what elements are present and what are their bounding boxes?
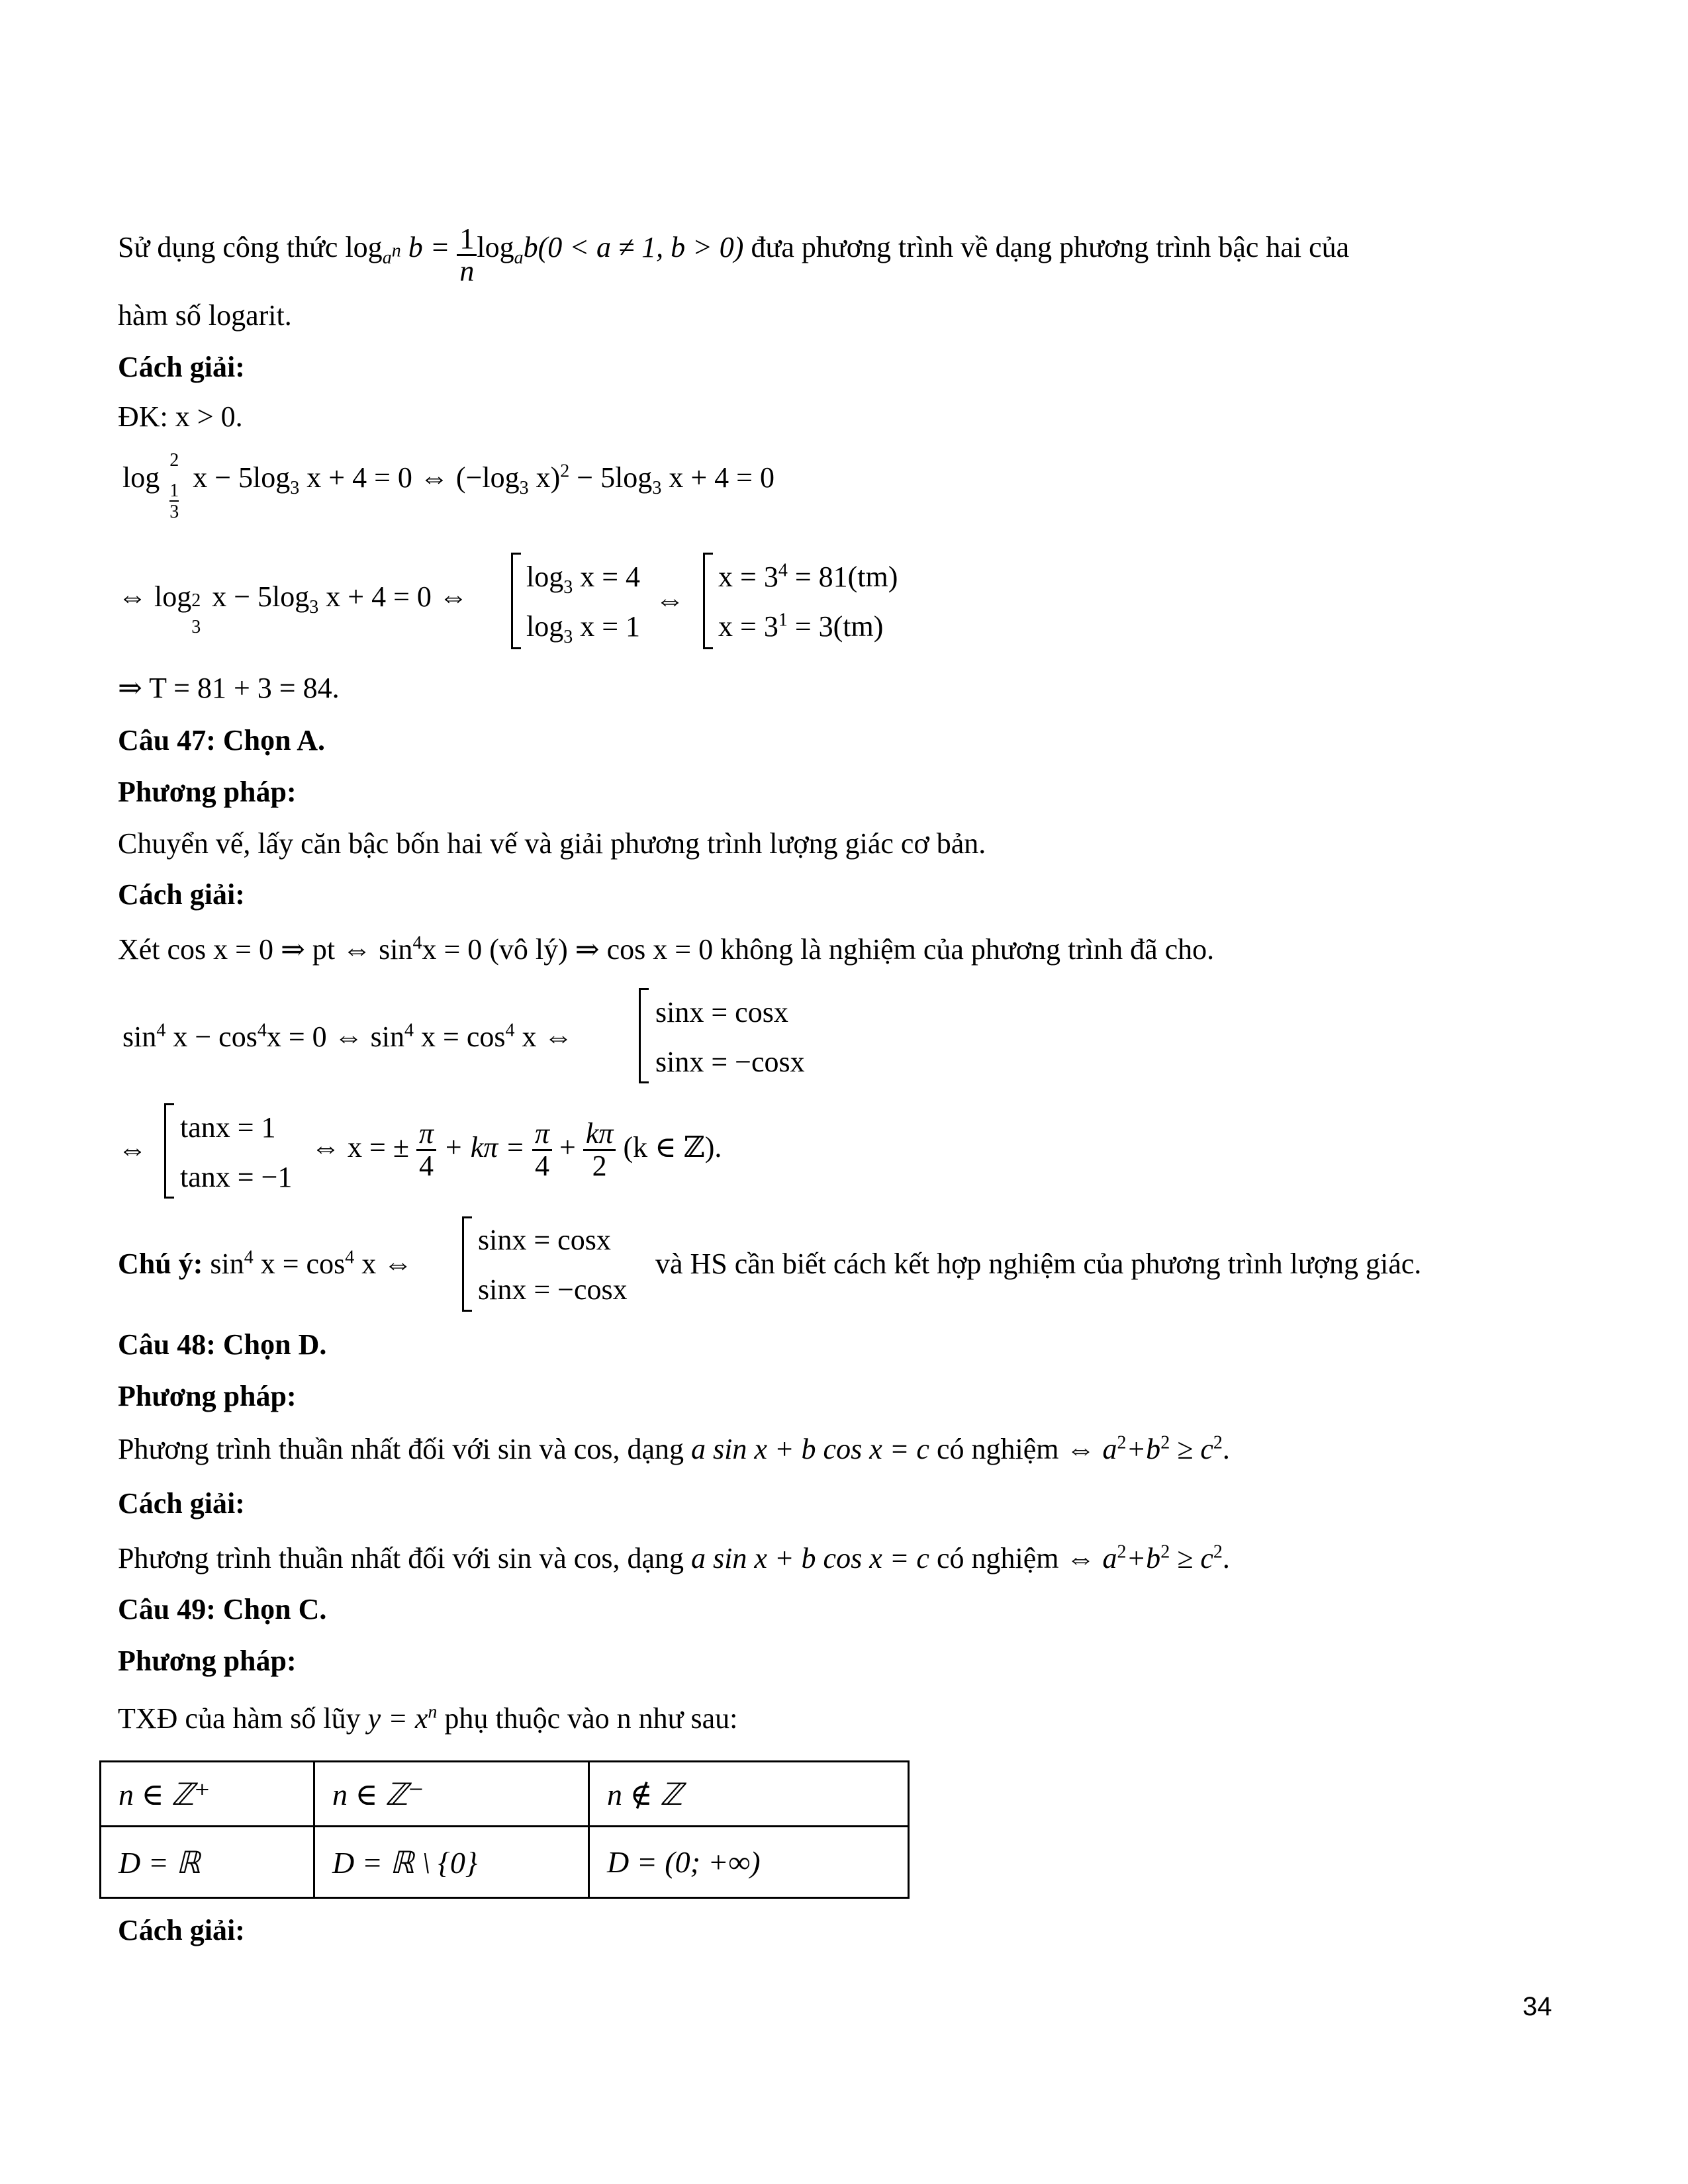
eq-sup: 4 — [778, 560, 788, 581]
case-b1 — [718, 560, 898, 593]
eq-part: ⇔ log — [118, 580, 192, 613]
q47-case-b2: tanx = −1 — [180, 1161, 293, 1193]
eq-part: ≥ c — [1177, 1542, 1213, 1574]
eq-part: x = 0 (vô lý) ⇒ cos x = 0 không là nghiệm của phương trình đã cho. — [422, 933, 1215, 966]
eq-sup: 4 — [257, 1020, 267, 1041]
eq-sup: 2 — [191, 590, 201, 611]
eq-part: x + 4 = 0 ⇔ (−log — [306, 461, 520, 494]
eq-part: x = cos — [421, 1021, 506, 1053]
eq-part: x = 3 — [718, 610, 778, 643]
note-label: Chú ý: — [118, 1248, 203, 1280]
eq-part: +b — [1126, 1542, 1161, 1574]
table-cell: D = ℝ \ {0} — [314, 1827, 589, 1898]
formula-part: a — [382, 247, 392, 268]
case-bracket — [511, 553, 521, 649]
eq-part: ⇔ a — [1066, 1433, 1117, 1465]
q47-solution-heading: Cách giải: — [118, 878, 245, 911]
fraction-num: 1 — [457, 224, 477, 256]
q48-solution-heading: Cách giải: — [118, 1487, 245, 1520]
text: có nghiệm — [936, 1542, 1059, 1574]
text: . — [1222, 1433, 1230, 1465]
q47-case-a2: sinx = −cosx — [655, 1046, 805, 1078]
eq-part: + — [559, 1130, 576, 1163]
eq-sup: 2 — [1213, 1541, 1223, 1563]
eq-part: x = cos — [260, 1248, 346, 1280]
case-a2 — [526, 610, 641, 647]
eq-part: ⇔ a — [1066, 1542, 1117, 1574]
eq-part: x = 3 — [718, 561, 778, 593]
eq-part: = 81(tm) — [794, 561, 898, 593]
eq-sub-num: 1 — [169, 480, 179, 501]
eq-part: x − cos — [173, 1021, 258, 1053]
eq-part: ≥ c — [1177, 1433, 1213, 1465]
fraction-den: 4 — [418, 1150, 434, 1183]
equation-1 — [122, 450, 774, 522]
domain-table — [99, 1760, 910, 1899]
eq-sup: 4 — [404, 1020, 414, 1041]
table-row — [101, 1827, 909, 1898]
text: Phương trình thuần nhất đối với sin và cos, dạng — [118, 1433, 684, 1465]
q47-equation-b — [311, 1118, 722, 1181]
eq-part: (k ∈ ℤ). — [623, 1130, 722, 1163]
fraction-den: n — [459, 255, 475, 288]
table-header-row — [101, 1762, 909, 1827]
intro-line-1 — [118, 218, 1350, 288]
q49-solution-heading: Cách giải: — [118, 1914, 245, 1946]
eq-sub: 3 — [290, 477, 300, 498]
eq-part: x = 0 ⇔ sin — [266, 1021, 404, 1053]
q47-equation-a — [122, 1020, 573, 1053]
q48-solution-line — [118, 1541, 1230, 1574]
q48-method-heading: Phương pháp: — [118, 1380, 297, 1412]
text: có nghiệm — [936, 1433, 1059, 1465]
eq-part: sin — [210, 1248, 244, 1280]
q47-note-case2: sinx = −cosx — [478, 1273, 628, 1306]
text: Phương trình thuần nhất đối với sin và cos, dạng — [118, 1542, 684, 1574]
fraction-num: π — [416, 1118, 436, 1151]
eq-part: x ⇔ — [522, 1021, 573, 1053]
eq-part: ⇔ x = ± — [311, 1130, 409, 1163]
eq-part: sin — [122, 1021, 157, 1053]
formula-part: n — [391, 240, 401, 261]
eq-sup: 2 — [1117, 1432, 1127, 1453]
eq-part: x + 4 = 0 ⇔ — [326, 580, 468, 613]
text: . — [1222, 1542, 1230, 1574]
section-heading: Cách giải: — [118, 351, 245, 383]
q49-title: Câu 49: Chọn C. — [118, 1593, 327, 1625]
fraction-num: π — [532, 1118, 552, 1151]
fraction-num: kπ — [583, 1118, 616, 1151]
eq-sup: 4 — [505, 1020, 515, 1041]
intro-text: Sử dụng công thức — [118, 230, 346, 263]
formula-part: log — [477, 230, 514, 263]
log-formula — [345, 222, 751, 288]
eq-sub: 3 — [563, 576, 573, 598]
fraction — [457, 224, 477, 287]
fraction — [583, 1118, 616, 1181]
eq-part: x − 5log — [193, 461, 291, 494]
q49-method-heading: Phương pháp: — [118, 1645, 297, 1677]
eq-sup: 2 — [560, 461, 570, 482]
eq-part: − 5log — [577, 461, 653, 494]
arrow: ⇔ — [655, 584, 684, 616]
eq-sup: 4 — [244, 1247, 254, 1268]
eq-part: a sin x + b cos x = c — [690, 1433, 929, 1465]
eq-part: log — [122, 461, 160, 494]
eq-sup: 4 — [345, 1247, 355, 1268]
q49-txd-line — [118, 1704, 737, 1733]
result-line: ⇒ T = 81 + 3 = 84. — [118, 672, 340, 704]
eq-part: log — [526, 561, 564, 593]
case-bracket — [462, 1216, 472, 1312]
eq-part: x + 4 = 0 — [669, 461, 774, 494]
eq-sup: 2 — [1117, 1541, 1127, 1563]
eq-sup: 4 — [412, 933, 422, 954]
eq-sup: 4 — [156, 1020, 166, 1041]
eq-part: log — [526, 610, 564, 643]
eq-part: x ⇔ — [361, 1248, 413, 1280]
case-a1 — [526, 561, 641, 598]
eq-sup: n — [428, 1702, 438, 1723]
case-bracket — [639, 988, 649, 1083]
q47-case-b1: tanx = 1 — [180, 1111, 276, 1144]
q47-method-heading: Phương pháp: — [118, 776, 297, 808]
table-cell: n ∈ ℤ⁺ — [101, 1762, 314, 1827]
eq-sub: 3 — [563, 626, 573, 647]
fraction — [416, 1118, 436, 1181]
condition-line: ĐK: x > 0. — [118, 400, 243, 433]
formula-part: log — [345, 230, 383, 263]
page-number: 34 — [1523, 1992, 1552, 2021]
q47-title: Câu 47: Chọn A. — [118, 724, 325, 756]
eq-sup: 2 — [1213, 1432, 1223, 1453]
fraction-den: 2 — [592, 1150, 607, 1183]
eq-part: + kπ = — [444, 1130, 525, 1163]
eq-sub: 3 — [191, 617, 201, 637]
text: TXĐ của hàm số lũy — [118, 1702, 361, 1735]
fraction — [532, 1118, 552, 1181]
eq-part: Xét cos x = 0 ⇒ pt ⇔ sin — [118, 933, 413, 966]
eq-part: x) — [536, 461, 561, 494]
eq-sub-den: 3 — [169, 502, 179, 522]
table-cell: n ∉ ℤ — [589, 1762, 909, 1827]
q47-method-text: Chuyển vế, lấy căn bậc bốn hai vế và giải phương trình lượng giác cơ bản. — [118, 827, 986, 860]
equation-2-lead — [118, 580, 468, 637]
q47-note — [118, 1247, 413, 1280]
intro-text: đưa phương trình về dạng phương trình bậc hai của — [751, 230, 1350, 263]
q47-note-suffix: và HS cần biết cách kết hợp nghiệm của phương trình lượng giác. — [655, 1248, 1422, 1280]
eq-part: = 3(tm) — [794, 610, 884, 643]
table-cell: n ∈ ℤ⁻ — [314, 1762, 589, 1827]
eq-sup: 2 — [1160, 1432, 1170, 1453]
formula-part: b(0 < a ≠ 1, b > 0) — [523, 230, 744, 263]
eq-sup: 2 — [1160, 1541, 1170, 1563]
table-cell: D = (0; +∞) — [589, 1827, 909, 1898]
q48-method-line — [118, 1432, 1230, 1465]
eq-part: y = x — [367, 1702, 428, 1735]
eq-sub: 3 — [652, 477, 662, 498]
eq-part: x = 4 — [580, 561, 641, 593]
eq-sub: 3 — [519, 477, 529, 498]
intro-line-2: hàm số logarit. — [118, 299, 292, 332]
case-b2 — [718, 612, 883, 641]
q47-case-a1: sinx = cosx — [655, 996, 788, 1028]
eq-sup: 1 — [778, 610, 788, 631]
eq-part: a sin x + b cos x = c — [690, 1542, 929, 1574]
eq-part: +b — [1126, 1433, 1161, 1465]
q47-note-case1: sinx = cosx — [478, 1224, 611, 1256]
fraction-den: 4 — [535, 1150, 549, 1183]
table-cell: D = ℝ — [101, 1827, 314, 1898]
log-base — [167, 450, 185, 522]
eq-part: x = 1 — [580, 610, 641, 643]
eq-sub: 3 — [309, 596, 319, 617]
q48-title: Câu 48: Chọn D. — [118, 1328, 327, 1361]
formula-part: b = — [408, 230, 450, 263]
eq-part: x − 5log — [212, 580, 310, 613]
q47-equation-b-lead: ⇔ — [118, 1133, 147, 1165]
eq-sup: 2 — [169, 450, 179, 471]
formula-part: a — [514, 247, 524, 268]
case-bracket — [703, 553, 713, 649]
q47-xet-line — [118, 935, 1214, 964]
case-bracket — [164, 1103, 174, 1199]
text: phụ thuộc vào n như sau: — [444, 1702, 738, 1735]
